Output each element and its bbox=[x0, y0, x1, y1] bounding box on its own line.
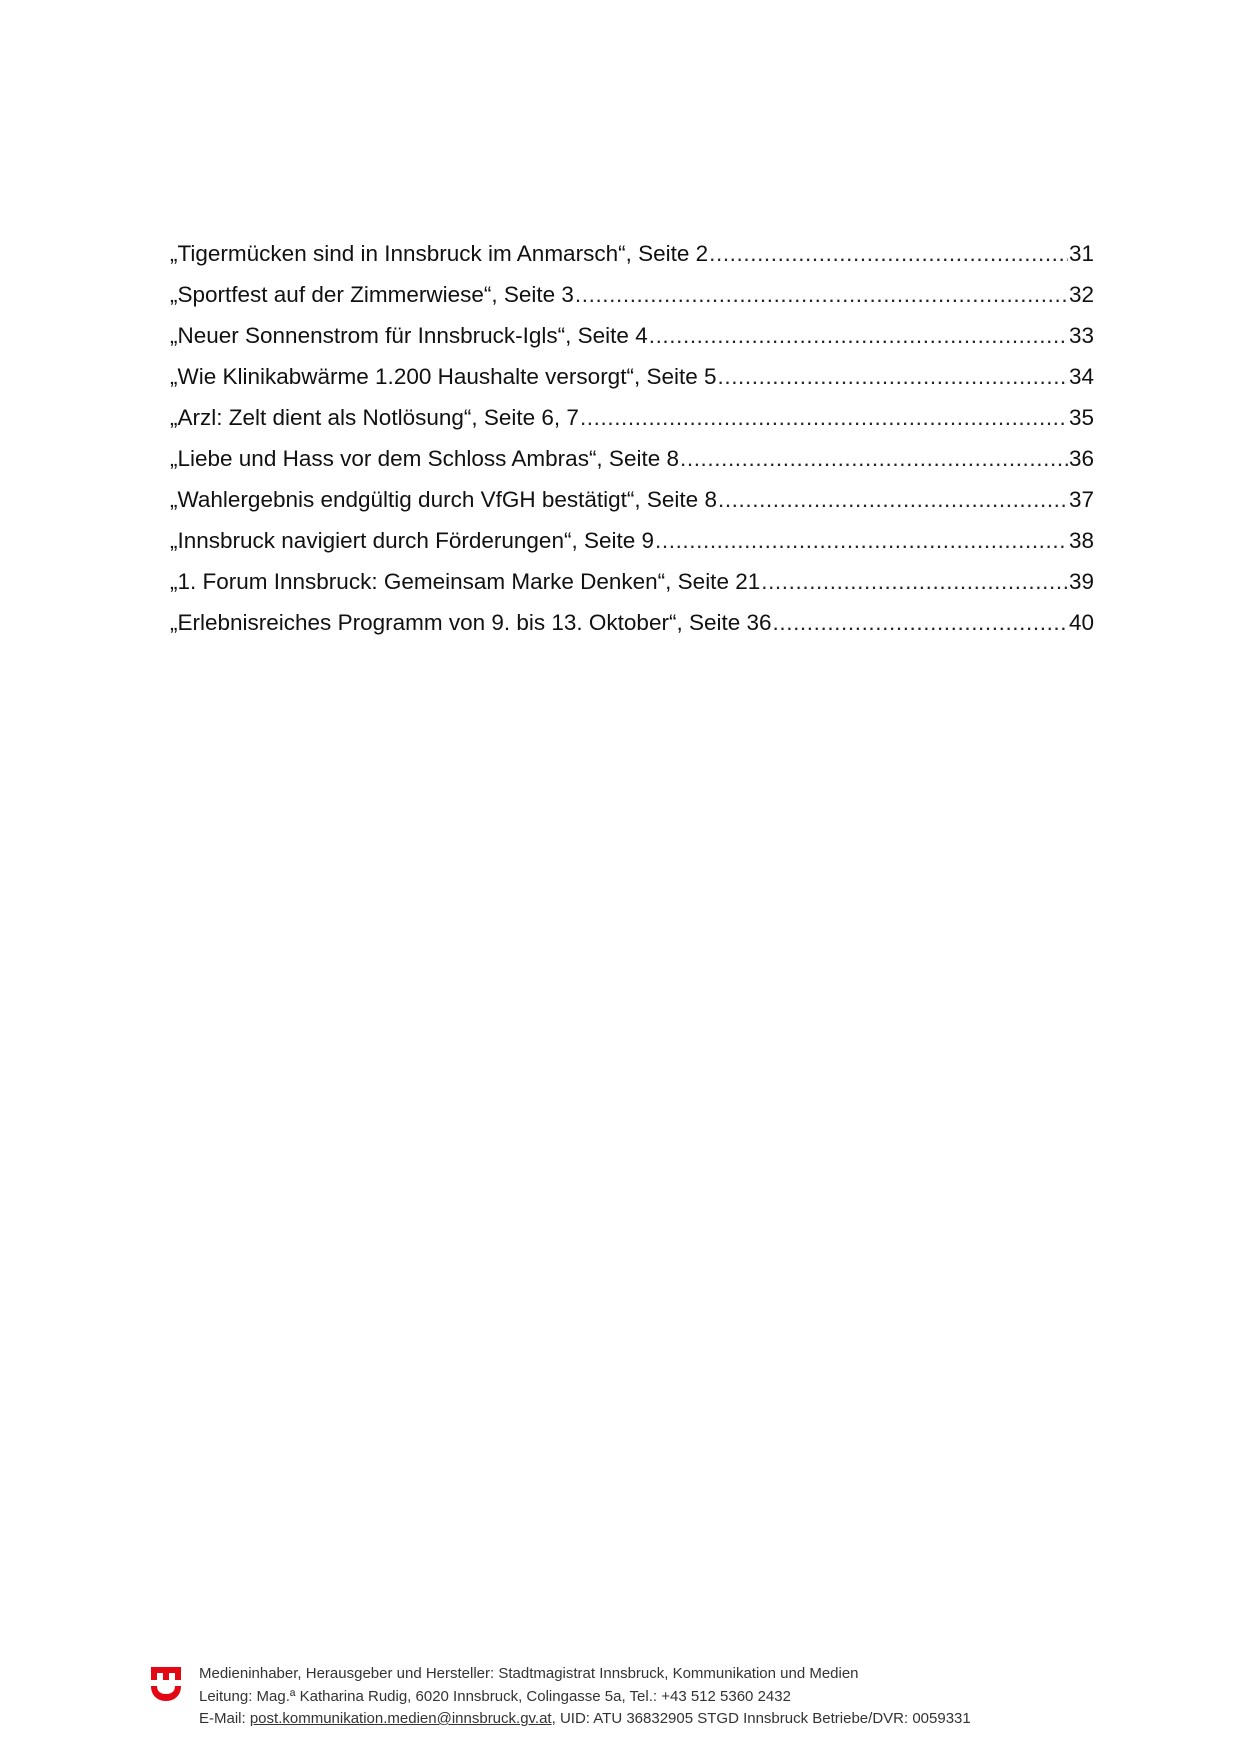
toc-entry-title: „Neuer Sonnenstrom für Innsbruck-Igls“, Seite 4 bbox=[170, 323, 648, 348]
toc-entry-page: 35 bbox=[1068, 405, 1094, 430]
toc-dot-leader bbox=[649, 315, 1068, 356]
footer-uid-text: , UID: ATU 36832905 STGD Innsbruck Betriebe/DVR: 0059331 bbox=[551, 1710, 971, 1727]
table-of-contents bbox=[170, 233, 1094, 643]
toc-entry-page: 38 bbox=[1068, 528, 1094, 553]
toc-entry-title: „Arzl: Zelt dient als Notlösung“, Seite 6, 7 bbox=[170, 405, 579, 430]
toc-entry-title: „Tigermücken sind in Innsbruck im Anmarsch“, Seite 2 bbox=[170, 241, 709, 266]
footer-imprint bbox=[199, 1663, 971, 1731]
toc-entry-page: 31 bbox=[1068, 241, 1094, 266]
toc-dot-leader bbox=[709, 233, 1068, 274]
footer-email-link[interactable]: post.kommunikation.medien@innsbruck.gv.at bbox=[249, 1710, 552, 1727]
toc-entry bbox=[170, 561, 1094, 602]
toc-entry bbox=[170, 520, 1094, 561]
footer-publisher-line: Medieninhaber, Herausgeber und Hersteller: Stadtmagistrat Innsbruck, Kommunikation und Medien bbox=[199, 1665, 859, 1682]
toc-dot-leader bbox=[718, 356, 1068, 397]
toc-entry-title: „1. Forum Innsbruck: Gemeinsam Marke Denken“, Seite 21 bbox=[170, 569, 761, 594]
toc-entry-title: „Erlebnisreiches Programm von 9. bis 13. Oktober“, Seite 36 bbox=[170, 610, 772, 635]
toc-entry-page: 36 bbox=[1068, 446, 1094, 471]
toc-dot-leader bbox=[655, 520, 1068, 561]
toc-entry-page: 33 bbox=[1068, 323, 1094, 348]
toc-entry-page: 34 bbox=[1068, 364, 1094, 389]
footer-email-label: E-Mail: bbox=[199, 1710, 250, 1727]
toc-dot-leader bbox=[575, 274, 1068, 315]
toc-entry-title: „Wie Klinikabwärme 1.200 Haushalte versorgt“, Seite 5 bbox=[170, 364, 717, 389]
innsbruck-city-logo-icon bbox=[150, 1665, 182, 1703]
toc-entry-page: 32 bbox=[1068, 282, 1094, 307]
toc-dot-leader bbox=[680, 438, 1068, 479]
toc-entry-page: 39 bbox=[1068, 569, 1094, 594]
toc-entry bbox=[170, 397, 1094, 438]
toc-entry bbox=[170, 233, 1094, 274]
toc-entry bbox=[170, 479, 1094, 520]
toc-entry bbox=[170, 274, 1094, 315]
toc-entry bbox=[170, 602, 1094, 643]
footer-management-line: Leitung: Mag.ª Katharina Rudig, 6020 Innsbruck, Colingasse 5a, Tel.: +43 512 5360 2432 bbox=[199, 1687, 791, 1705]
toc-entry bbox=[170, 356, 1094, 397]
toc-dot-leader bbox=[718, 479, 1068, 520]
toc-dot-leader bbox=[580, 397, 1068, 438]
toc-dot-leader bbox=[761, 561, 1068, 602]
toc-entry-title: „Wahlergebnis endgültig durch VfGH bestätigt“, Seite 8 bbox=[170, 487, 717, 512]
footer-contact-line bbox=[199, 1708, 971, 1731]
toc-dot-leader bbox=[773, 602, 1068, 643]
toc-entry-page: 37 bbox=[1068, 487, 1094, 512]
toc-entry-title: „Innsbruck navigiert durch Förderungen“, Seite 9 bbox=[170, 528, 655, 553]
toc-entry-title: „Sportfest auf der Zimmerwiese“, Seite 3 bbox=[170, 282, 574, 307]
toc-entry-title: „Liebe und Hass vor dem Schloss Ambras“, Seite 8 bbox=[170, 446, 679, 471]
toc-entry bbox=[170, 438, 1094, 479]
page-footer bbox=[150, 1663, 1150, 1743]
toc-entry bbox=[170, 315, 1094, 356]
toc-entry-page: 40 bbox=[1068, 610, 1094, 635]
